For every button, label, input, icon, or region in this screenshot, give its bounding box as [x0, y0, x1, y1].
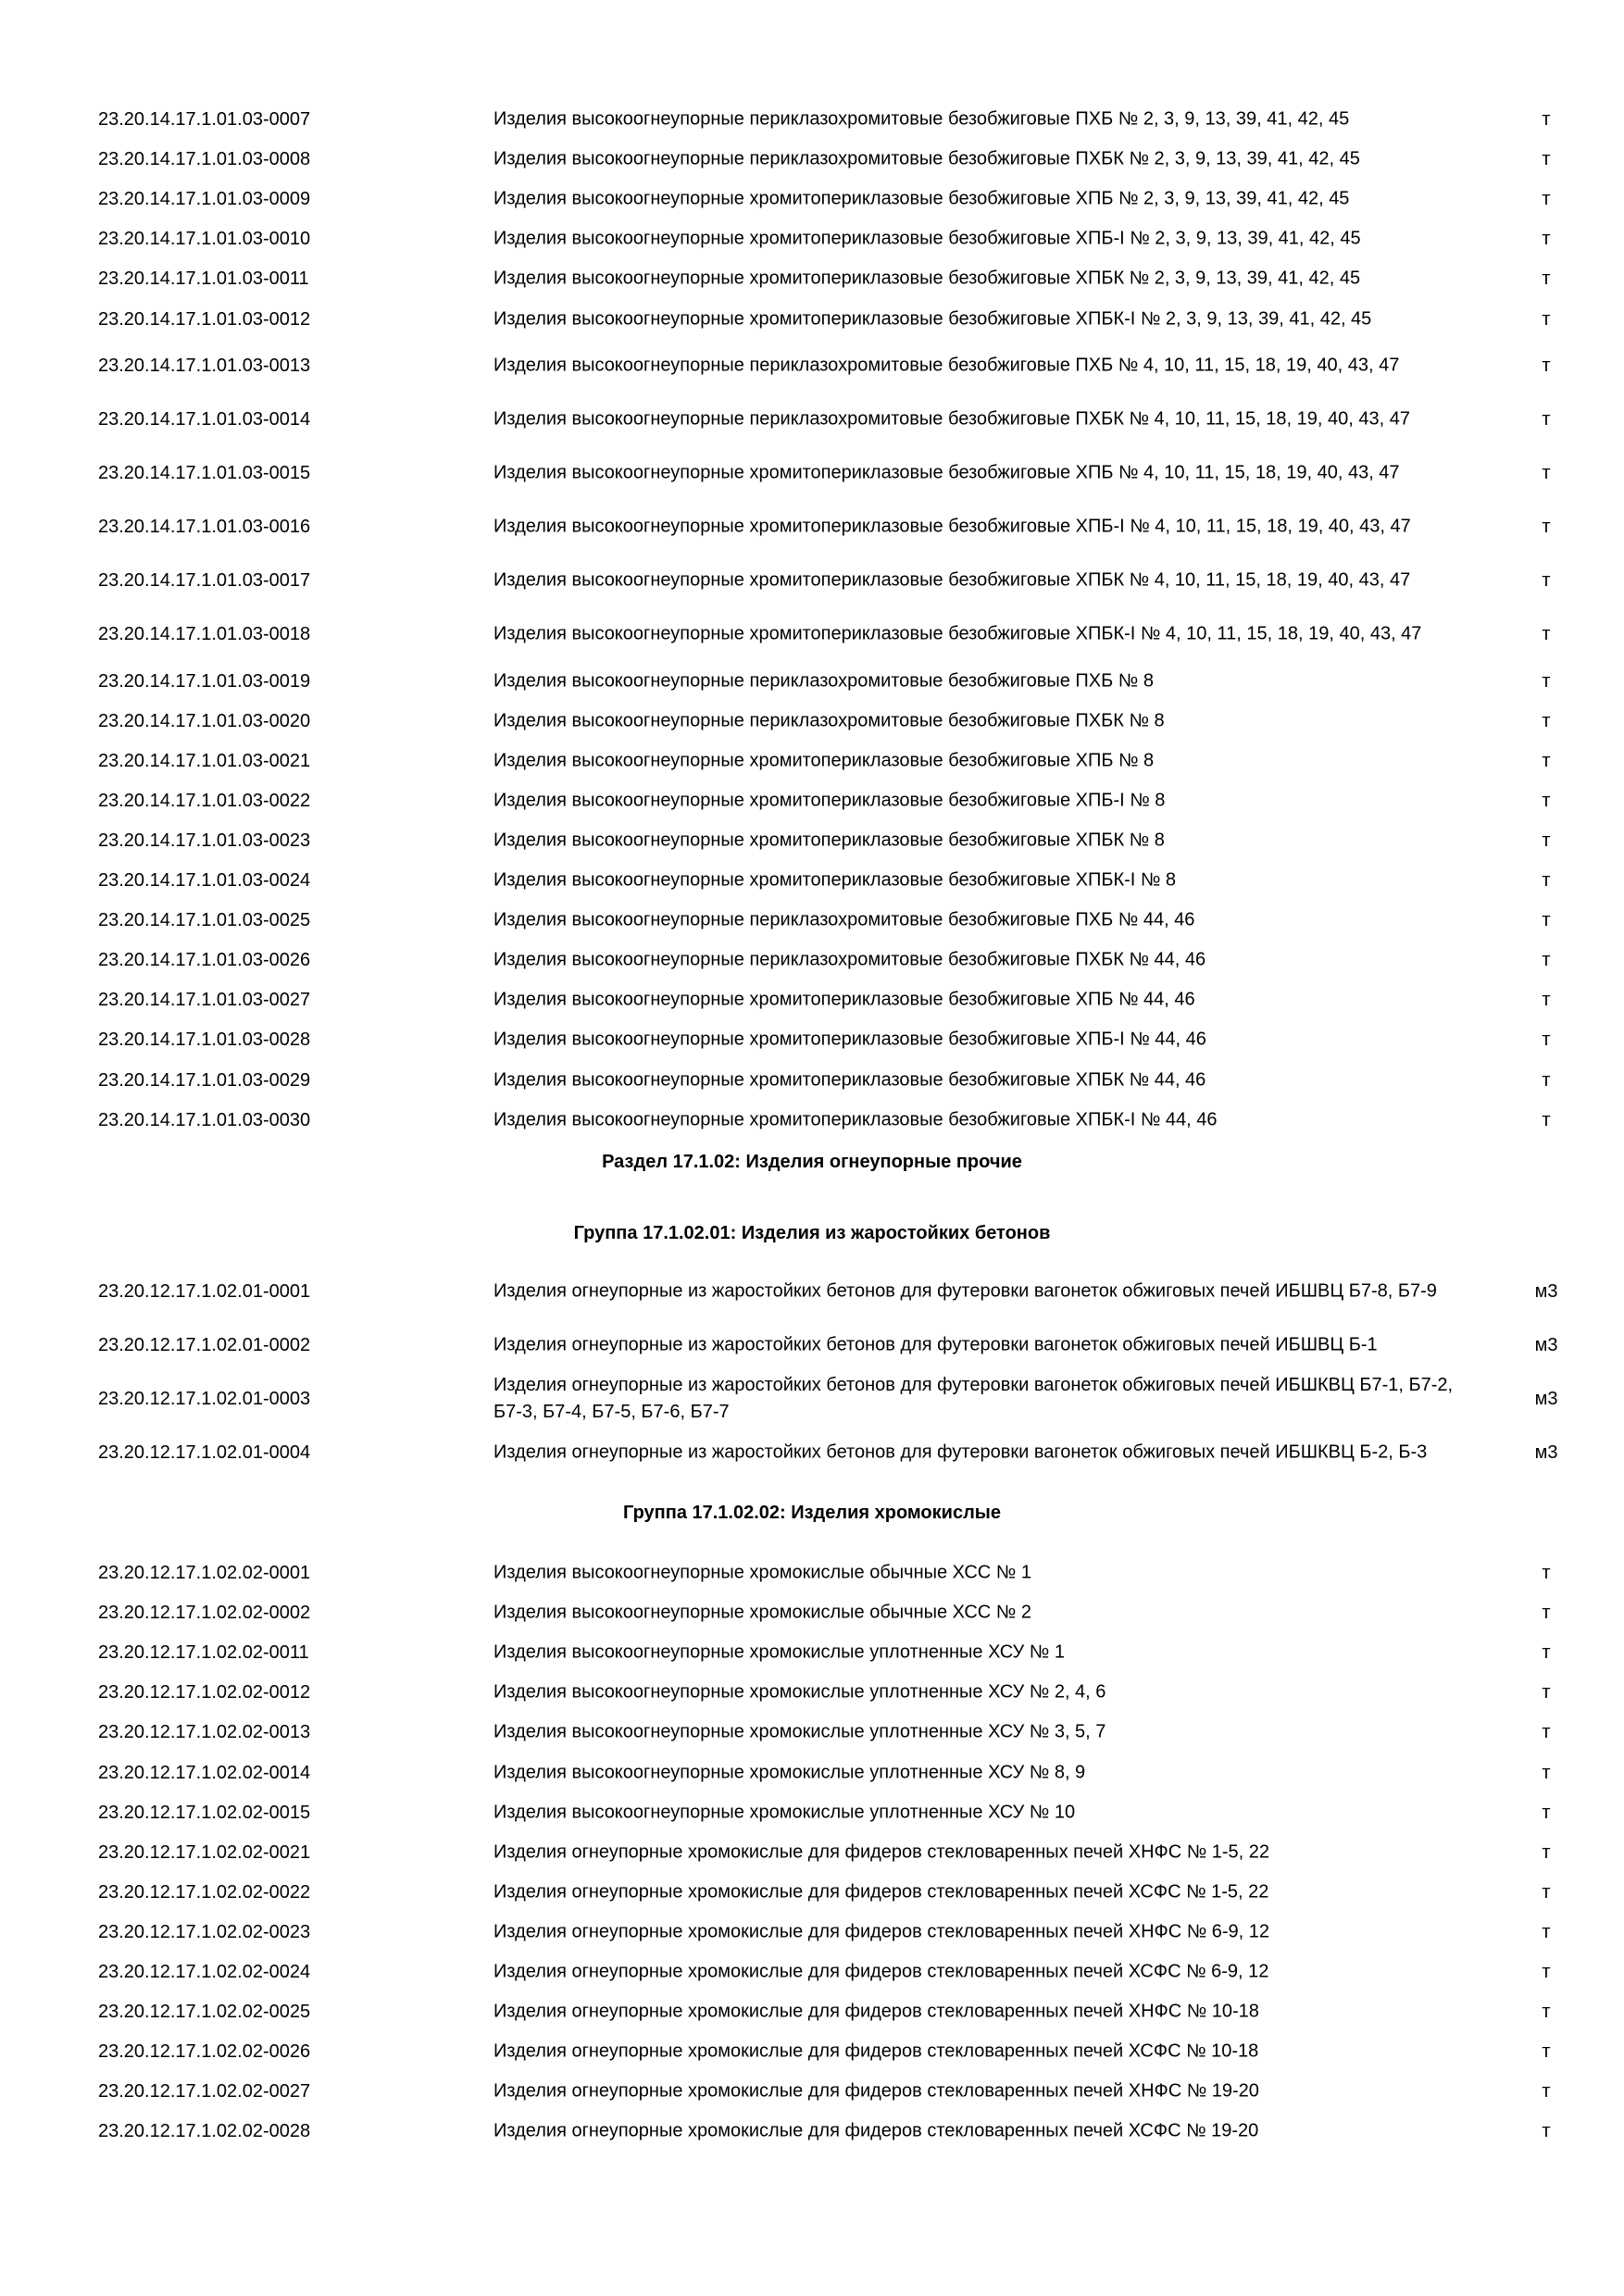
row-unit: т [1542, 2002, 1551, 2023]
row-code: 23.20.12.17.1.02.01-0002 [98, 1335, 311, 1355]
row-description: Изделия высокоогнеупорные хромитопериклазовые безобжиговые ХПБ-I № 2, 3, 9, 13, 39, 41, 42, 45 [493, 228, 1361, 249]
table-row [0, 701, 1624, 741]
row-description: Изделия высокоогнеупорные хромитопериклазовые безобжиговые ХПБ-I № 44, 46 [493, 1029, 1206, 1050]
row-unit: т [1542, 517, 1551, 537]
section-heading: Раздел 17.1.02: Изделия огнеупорные прочие [602, 1152, 1022, 1172]
row-code: 23.20.14.17.1.01.03-0012 [98, 308, 311, 330]
row-description: Изделия огнеупорные хромокислые для фидеров стекловаренных печей ХСФС № 1-5, 22 [493, 1881, 1269, 1903]
row-description: Изделия огнеупорные из жаростойких бетонов для футеровки вагонеток обжиговых печей ИБШВЦ Б7-8, Б7-9 [493, 1280, 1437, 1302]
row-code: 23.20.12.17.1.02.02-0026 [98, 2041, 311, 2063]
row-code: 23.20.14.17.1.01.03-0015 [98, 463, 311, 483]
row-unit: т [1542, 1029, 1551, 1051]
table-row [0, 980, 1624, 1020]
row-code: 23.20.14.17.1.01.03-0029 [98, 1069, 311, 1091]
table-row [0, 446, 1624, 500]
row-unit: т [1542, 2041, 1551, 2063]
row-unit: т [1542, 624, 1551, 644]
row-code: 23.20.12.17.1.02.02-0013 [98, 1722, 311, 1743]
row-description: Изделия огнеупорные хромокислые для фидеров стекловаренных печей ХНФС № 10-18 [493, 2001, 1259, 2022]
row-code: 23.20.14.17.1.01.03-0025 [98, 910, 311, 931]
row-unit: т [1542, 570, 1551, 591]
row-unit: т [1542, 1563, 1551, 1583]
row-unit: т [1542, 1069, 1551, 1091]
table-row [0, 1372, 1624, 1426]
row-code: 23.20.14.17.1.01.03-0019 [98, 670, 311, 692]
row-unit: т [1542, 710, 1551, 731]
table-row [0, 1060, 1624, 1100]
table-row [0, 100, 1624, 140]
row-unit: т [1542, 1802, 1551, 1823]
table-row [0, 861, 1624, 901]
row-unit: м3 [1534, 1442, 1558, 1463]
row-description: Изделия огнеупорные хромокислые для фидеров стекловаренных печей ХСФС № 10-18 [493, 2040, 1259, 2062]
table-row [0, 2072, 1624, 2112]
row-description: Изделия высокоогнеупорные периклазохромитовые безобжиговые ПХБ № 8 [493, 670, 1154, 691]
row-code: 23.20.12.17.1.02.02-0014 [98, 1762, 311, 1783]
row-unit: т [1542, 308, 1551, 330]
row-unit: т [1542, 670, 1551, 692]
row-unit: т [1542, 189, 1551, 210]
row-description: Изделия высокоогнеупорные периклазохромитовые безобжиговые ПХБК № 2, 3, 9, 13, 39, 41, 42, 45 [493, 148, 1360, 169]
row-code: 23.20.14.17.1.01.03-0017 [98, 570, 311, 591]
row-code: 23.20.12.17.1.02.02-0025 [98, 2002, 311, 2023]
row-unit: т [1542, 1603, 1551, 1624]
row-code: 23.20.14.17.1.01.03-0023 [98, 830, 311, 851]
row-description: Изделия высокоогнеупорные хромокислые уплотненные ХСУ № 10 [493, 1802, 1076, 1823]
row-unit: т [1542, 870, 1551, 891]
table-row [0, 1633, 1624, 1673]
row-code: 23.20.14.17.1.01.03-0021 [98, 750, 311, 771]
table-row [0, 820, 1624, 860]
row-unit: т [1542, 149, 1551, 170]
row-unit: т [1542, 109, 1551, 130]
row-description: Изделия высокоогнеупорные хромокислые уплотненные ХСУ № 8, 9 [493, 1762, 1086, 1782]
row-unit: т [1542, 1642, 1551, 1664]
row-description: Изделия высокоогнеупорные хромитопериклазовые безобжиговые ХПБК № 44, 46 [493, 1069, 1206, 1090]
row-unit: т [1542, 950, 1551, 971]
row-code: 23.20.14.17.1.01.03-0010 [98, 229, 311, 250]
row-unit: т [1542, 2121, 1551, 2142]
row-description: Изделия высокоогнеупорные хромитопериклазовые безобжиговые ХПБ-I № 4, 10, 11, 15, 18, 19, 40, 43, 47 [493, 516, 1411, 537]
row-code: 23.20.14.17.1.01.03-0024 [98, 870, 311, 891]
row-description: Изделия высокоогнеупорные хромитопериклазовые безобжиговые ХПБК-I № 4, 10, 11, 15, 18, 19, 40, 43, 47 [493, 623, 1422, 644]
row-unit: м3 [1534, 1281, 1558, 1302]
row-unit: т [1542, 1921, 1551, 1942]
row-description: Изделия огнеупорные хромокислые для фидеров стекловаренных печей ХСФС № 6-9, 12 [493, 1961, 1269, 1982]
table-row [0, 661, 1624, 701]
row-code: 23.20.12.17.1.02.02-0023 [98, 1921, 311, 1942]
row-code: 23.20.14.17.1.01.03-0028 [98, 1029, 311, 1051]
row-unit: т [1542, 1722, 1551, 1743]
table-row [0, 339, 1624, 393]
row-description: Изделия высокоогнеупорные периклазохромитовые безобжиговые ПХБК № 44, 46 [493, 949, 1206, 970]
table-row [0, 1673, 1624, 1713]
row-description: Изделия огнеупорные из жаростойких бетонов для футеровки вагонеток обжиговых печей ИБШВЦ Б-1 [493, 1334, 1378, 1355]
row-description: Изделия огнеупорные хромокислые для фидеров стекловаренных печей ХНФС № 1-5, 22 [493, 1841, 1270, 1863]
table-row [0, 554, 1624, 607]
table-row [0, 1100, 1624, 1140]
row-unit: т [1542, 750, 1551, 771]
table-row [0, 1753, 1624, 1792]
row-code: 23.20.14.17.1.01.03-0030 [98, 1109, 311, 1130]
row-unit: т [1542, 830, 1551, 851]
row-unit: т [1542, 356, 1551, 376]
table-row [0, 219, 1624, 259]
row-code: 23.20.12.17.1.02.02-0024 [98, 1962, 311, 1982]
table-row [0, 1872, 1624, 1912]
table-row [0, 500, 1624, 554]
table-row [0, 1020, 1624, 1060]
row-code: 23.20.12.17.1.02.02-0011 [98, 1642, 309, 1664]
table-row [0, 1792, 1624, 1832]
row-description: Изделия высокоогнеупорные периклазохромитовые безобжиговые ПХБ № 2, 3, 9, 13, 39, 41, 42, 45 [493, 108, 1350, 130]
table-row [0, 1832, 1624, 1872]
row-description: Изделия высокоогнеупорные хромитопериклазовые безобжиговые ХПБК-I № 44, 46 [493, 1109, 1218, 1130]
row-unit: т [1542, 409, 1551, 430]
row-description: Изделия высокоогнеупорные хромитопериклазовые безобжиговые ХПБК № 2, 3, 9, 13, 39, 41, 42, 45 [493, 268, 1361, 289]
table-row [0, 1953, 1624, 1992]
row-unit: т [1542, 2081, 1551, 2103]
row-code: 23.20.14.17.1.01.03-0014 [98, 409, 311, 430]
row-code: 23.20.14.17.1.01.03-0009 [98, 189, 311, 210]
row-description: Изделия высокоогнеупорные хромитопериклазовые безобжиговые ХПБ № 2, 3, 9, 13, 39, 41, 42, 45 [493, 188, 1350, 209]
row-unit: м3 [1534, 1389, 1558, 1409]
row-description: Изделия высокоогнеупорные хромитопериклазовые безобжиговые ХПБ № 4, 10, 11, 15, 18, 19, 40, 43, 47 [493, 462, 1400, 483]
row-description: Изделия высокоогнеупорные хромитопериклазовые безобжиговые ХПБК № 4, 10, 11, 15, 18, 19, 40, 43, 47 [493, 569, 1411, 591]
row-description: Изделия высокоогнеупорные периклазохромитовые безобжиговые ПХБ № 44, 46 [493, 909, 1195, 930]
row-code: 23.20.14.17.1.01.03-0008 [98, 149, 311, 170]
row-description: Изделия высокоогнеупорные хромитопериклазовые безобжиговые ХПБК № 8 [493, 830, 1165, 851]
row-description: Изделия высокоогнеупорные периклазохромитовые безобжиговые ПХБ № 4, 10, 11, 15, 18, 19, 40, 43, 47 [493, 355, 1400, 376]
row-unit: т [1542, 1762, 1551, 1783]
row-description: Изделия огнеупорные хромокислые для фидеров стекловаренных печей ХНФС № 6-9, 12 [493, 1921, 1270, 1942]
table-row [0, 393, 1624, 446]
row-description: Изделия огнеупорные хромокислые для фидеров стекловаренных печей ХНФС № 19-20 [493, 2080, 1259, 2102]
table-row [0, 259, 1624, 299]
table-row [0, 2032, 1624, 2072]
table-row [0, 180, 1624, 219]
row-unit: т [1542, 1881, 1551, 1903]
row-unit: т [1542, 910, 1551, 931]
table-row [0, 1554, 1624, 1593]
row-description: Изделия высокоогнеупорные периклазохромитовые безобжиговые ПХБК № 8 [493, 710, 1165, 731]
row-code: 23.20.12.17.1.02.02-0012 [98, 1682, 311, 1703]
row-description: Изделия высокоогнеупорные хромокислые обычные ХСС № 1 [493, 1562, 1031, 1583]
row-code: 23.20.14.17.1.01.03-0027 [98, 990, 311, 1011]
row-description: Изделия высокоогнеупорные периклазохромитовые безобжиговые ПХБК № 4, 10, 11, 15, 18, 19, 40, 43, 47 [493, 408, 1410, 430]
table-row [0, 1318, 1624, 1372]
row-code: 23.20.14.17.1.01.03-0020 [98, 710, 311, 731]
group-heading-chrome-acid: Группа 17.1.02.02: Изделия хромокислые [623, 1503, 1001, 1523]
row-unit: т [1542, 268, 1551, 290]
row-code: 23.20.14.17.1.01.03-0013 [98, 356, 311, 376]
row-code: 23.20.14.17.1.01.03-0007 [98, 109, 311, 130]
row-description: Изделия высокоогнеупорные хромитопериклазовые безобжиговые ХПБ № 44, 46 [493, 989, 1195, 1010]
table-row [0, 941, 1624, 980]
row-code: 23.20.12.17.1.02.02-0001 [98, 1563, 311, 1583]
row-description: Изделия высокоогнеупорные хромокислые уплотненные ХСУ № 3, 5, 7 [493, 1721, 1106, 1742]
row-description: Изделия высокоогнеупорные хромокислые обычные ХСС № 2 [493, 1602, 1031, 1623]
row-code: 23.20.14.17.1.01.03-0016 [98, 517, 311, 537]
row-code: 23.20.12.17.1.02.02-0021 [98, 1841, 311, 1863]
table-row [0, 1426, 1624, 1479]
row-description: Изделия огнеупорные хромокислые для фидеров стекловаренных печей ХСФС № 19-20 [493, 2120, 1259, 2141]
row-unit: т [1542, 1841, 1551, 1863]
row-description: Изделия высокоогнеупорные хромокислые уплотненные ХСУ № 1 [493, 1641, 1065, 1663]
row-description: Изделия высокоогнеупорные хромитопериклазовые безобжиговые ХПБК-I № 2, 3, 9, 13, 39, 41, 42, 45 [493, 308, 1372, 329]
table-row [0, 299, 1624, 339]
table-row [0, 1593, 1624, 1633]
row-code: 23.20.12.17.1.02.01-0003 [98, 1389, 311, 1409]
table-row [0, 1912, 1624, 1952]
row-code: 23.20.12.17.1.02.02-0022 [98, 1881, 311, 1903]
table-row [0, 1265, 1624, 1318]
row-code: 23.20.14.17.1.01.03-0022 [98, 790, 311, 811]
group-heading-heat-resistant-concrete: Группа 17.1.02.01: Изделия из жаростойких бетонов [573, 1223, 1051, 1243]
row-code: 23.20.12.17.1.02.02-0027 [98, 2081, 311, 2103]
row-description: Изделия высокоогнеупорные хромитопериклазовые безобжиговые ХПБ-I № 8 [493, 790, 1166, 811]
row-description: Изделия высокоогнеупорные хромитопериклазовые безобжиговые ХПБК-I № 8 [493, 869, 1177, 891]
table-row [0, 780, 1624, 820]
row-unit: м3 [1534, 1335, 1558, 1355]
row-description: Изделия высокоогнеупорные хромитопериклазовые безобжиговые ХПБ № 8 [493, 750, 1155, 771]
row-code: 23.20.14.17.1.01.03-0011 [98, 268, 309, 290]
row-code: 23.20.12.17.1.02.02-0015 [98, 1802, 311, 1823]
table-row [0, 901, 1624, 941]
row-unit: т [1542, 1109, 1551, 1130]
row-unit: т [1542, 1682, 1551, 1703]
row-code: 23.20.12.17.1.02.02-0002 [98, 1603, 311, 1624]
row-unit: т [1542, 229, 1551, 250]
row-code: 23.20.12.17.1.02.01-0004 [98, 1442, 311, 1463]
table-row [0, 741, 1624, 780]
row-code: 23.20.14.17.1.01.03-0018 [98, 624, 311, 644]
row-code: 23.20.12.17.1.02.02-0028 [98, 2121, 311, 2142]
row-unit: т [1542, 1962, 1551, 1982]
row-description: Изделия огнеупорные из жаростойких бетонов для футеровки вагонеток обжиговых печей ИБШКВЦ Б7-1, Б7-2, Б7-3, Б7-4, Б7-5, Б7-6, Б7-7 [493, 1375, 1454, 1422]
row-unit: т [1542, 990, 1551, 1011]
row-code: 23.20.14.17.1.01.03-0026 [98, 950, 311, 971]
row-unit: т [1542, 463, 1551, 483]
row-description: Изделия огнеупорные из жаростойких бетонов для футеровки вагонеток обжиговых печей ИБШКВЦ Б-2, Б-3 [493, 1441, 1428, 1463]
table-row [0, 1992, 1624, 2032]
table-row [0, 607, 1624, 661]
table-row [0, 2112, 1624, 2152]
row-description: Изделия высокоогнеупорные хромокислые уплотненные ХСУ № 2, 4, 6 [493, 1681, 1106, 1703]
row-unit: т [1542, 790, 1551, 811]
table-row [0, 140, 1624, 180]
table-row [0, 1713, 1624, 1753]
row-code: 23.20.12.17.1.02.01-0001 [98, 1281, 311, 1302]
